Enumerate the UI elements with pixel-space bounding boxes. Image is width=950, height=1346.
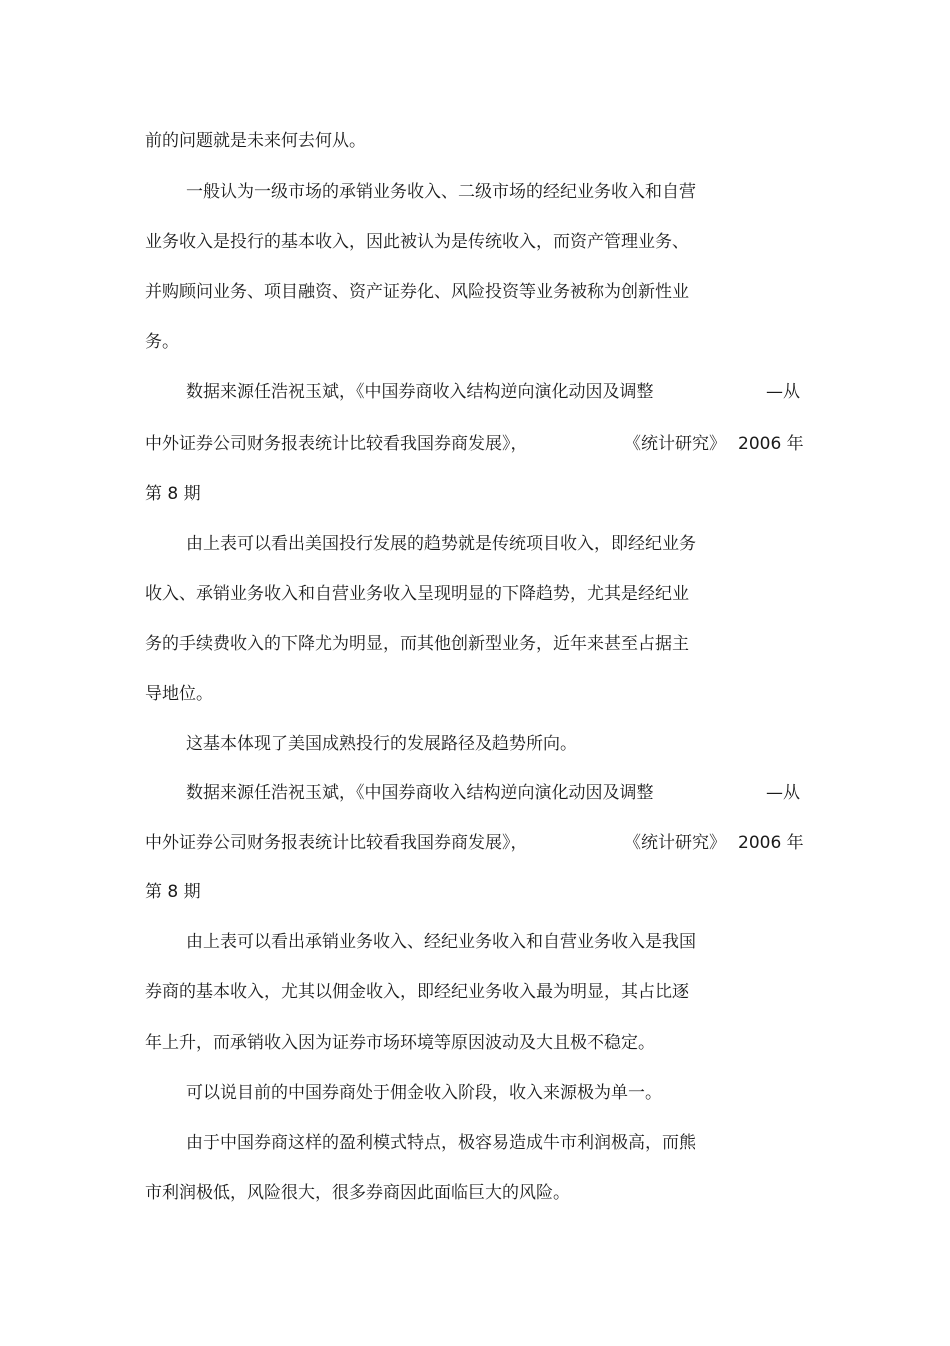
paragraph-first-line: 由上表可以看出承销业务收入、经纪业务收入和自营业务收入是我国 bbox=[186, 932, 696, 952]
citation-dash-text: —从 bbox=[766, 382, 800, 402]
text-line: 导地位。 bbox=[145, 684, 213, 704]
text-line: 收入、承销业务收入和自营业务收入呈现明显的下降趋势，尤其是经纪业 bbox=[145, 584, 689, 604]
citation-line: 中外证券公司财务报表统计比较看我国券商发展》， bbox=[145, 833, 528, 853]
citation-first-line: 数据来源任浩祝玉斌，《中国券商收入结构逆向演化动因及调整 bbox=[186, 382, 654, 402]
journal-issue: 第 8 期 bbox=[145, 484, 201, 504]
journal-year: 2006 年 bbox=[738, 833, 804, 853]
text-line: 券商的基本收入，尤其以佣金收入，即经纪业务收入最为明显，其占比逐 bbox=[145, 982, 689, 1002]
paragraph-first-line: 可以说目前的中国券商处于佣金收入阶段，收入来源极为单一。 bbox=[186, 1083, 662, 1103]
text-line: 业务收入是投行的基本收入，因此被认为是传统收入，而资产管理业务、 bbox=[145, 232, 689, 252]
paragraph-first-line: 由于中国券商这样的盈利模式特点，极容易造成牛市利润极高，而熊 bbox=[186, 1133, 696, 1153]
journal-name: 《统计研究》 bbox=[624, 833, 726, 853]
citation-line: 中外证券公司财务报表统计比较看我国券商发展》， bbox=[145, 434, 528, 454]
journal-name: 《统计研究》 bbox=[624, 434, 726, 454]
journal-year: 2006 年 bbox=[738, 434, 804, 454]
citation-dash-text: —从 bbox=[766, 783, 800, 803]
paragraph-first-line: 这基本体现了美国成熟投行的发展路径及趋势所向。 bbox=[186, 734, 577, 754]
journal-issue: 第 8 期 bbox=[145, 882, 201, 902]
text-line: 年上升，而承销收入因为证券市场环境等原因波动及大且极不稳定。 bbox=[145, 1033, 655, 1053]
paragraph-first-line: 一般认为一级市场的承销业务收入、二级市场的经纪业务收入和自营 bbox=[186, 182, 696, 202]
text-line: 务的手续费收入的下降尤为明显，而其他创新型业务，近年来甚至占据主 bbox=[145, 634, 689, 654]
text-line: 务。 bbox=[145, 332, 179, 352]
paragraph-first-line: 由上表可以看出美国投行发展的趋势就是传统项目收入，即经纪业务 bbox=[186, 534, 696, 554]
text-line: 并购顾问业务、项目融资、资产证券化、风险投资等业务被称为创新性业 bbox=[145, 282, 689, 302]
text-line: 前的问题就是未来何去何从。 bbox=[145, 131, 366, 151]
text-line: 市利润极低，风险很大，很多券商因此面临巨大的风险。 bbox=[145, 1183, 570, 1203]
citation-first-line: 数据来源任浩祝玉斌，《中国券商收入结构逆向演化动因及调整 bbox=[186, 783, 654, 803]
